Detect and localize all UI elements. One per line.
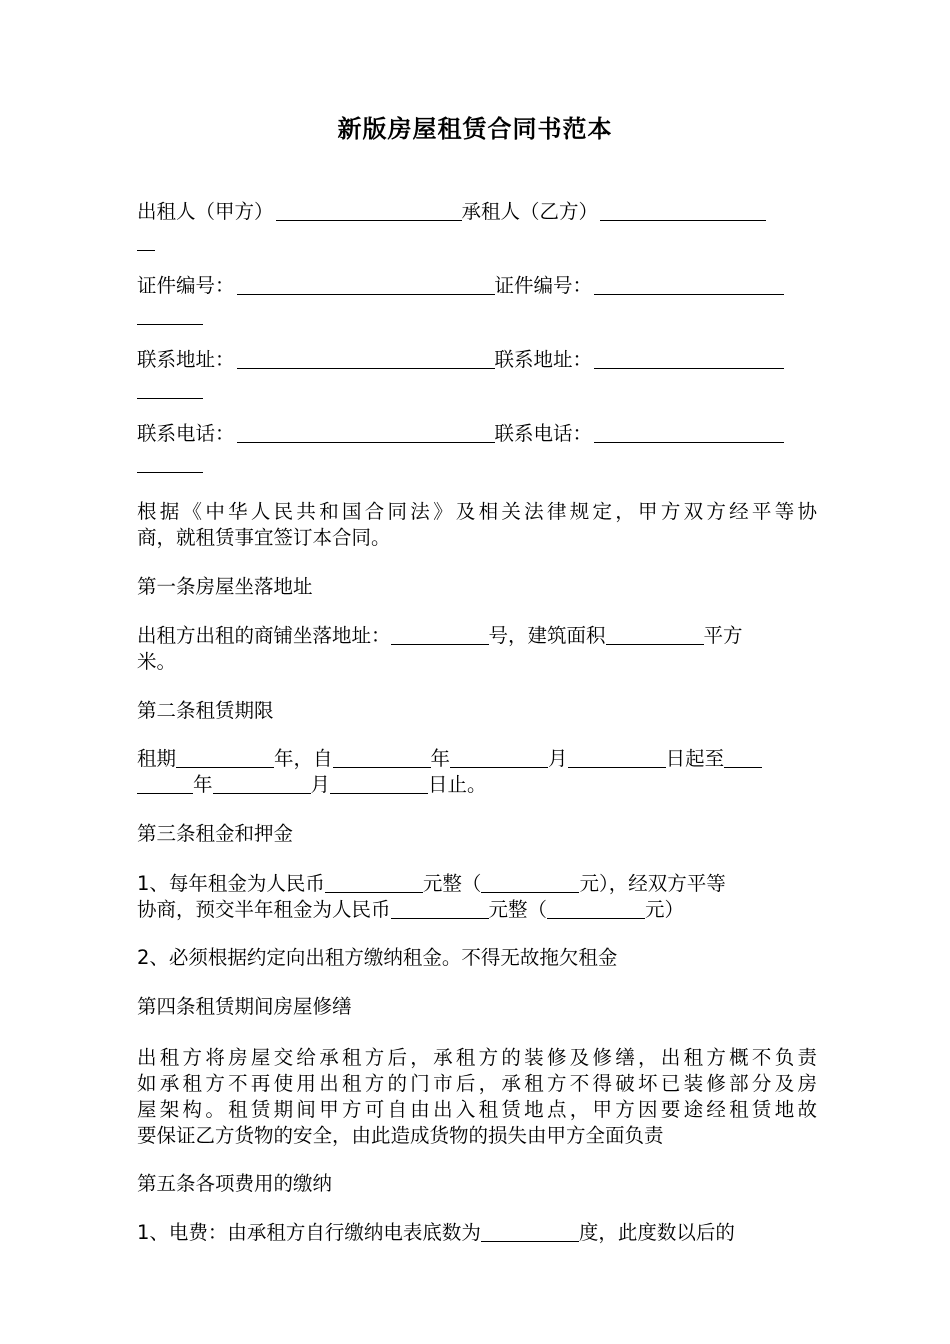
phone-blank-b-cont[interactable]: [137, 471, 203, 473]
article-2-line-1: [137, 746, 817, 772]
address-blank-b[interactable]: [594, 367, 784, 369]
end-year-blank[interactable]: [724, 766, 762, 768]
annual-rent-text: 1、每年租金为人民币: [137, 872, 325, 895]
party-line-1: [137, 199, 817, 225]
end-year-text: 年: [193, 773, 213, 796]
address-label-b: 联系地址：: [494, 348, 593, 371]
address-blank-a[interactable]: [237, 367, 495, 369]
article-2-heading: 第二条租赁期限: [137, 699, 274, 722]
prepay-text: 协商，预交半年租金为人民币: [137, 898, 391, 921]
annual-rent-figure-blank[interactable]: [481, 891, 579, 893]
lessor-blank[interactable]: [276, 219, 462, 221]
phone-label-a: 联系电话：: [137, 422, 235, 445]
electricity-text: 1、电费：由承租方自行缴纳电表底数为: [137, 1221, 481, 1244]
article-4-line-1: 出租方将房屋交给承租方后，承租方的装修及修缮，出租方概不负责: [137, 1046, 817, 1069]
address-text: 出租方出租的商铺坐落地址：: [137, 624, 391, 647]
term-text: 租期: [137, 747, 177, 770]
article-1-line-2: 米。: [137, 650, 177, 673]
lessee-blank[interactable]: [600, 219, 766, 221]
start-year-blank[interactable]: [333, 766, 431, 768]
address-label-a: 联系地址：: [137, 348, 235, 371]
article-1-heading: 第一条房屋坐落地址: [137, 575, 313, 598]
end-month-blank[interactable]: [213, 792, 311, 794]
year-text: 年: [430, 747, 451, 770]
id-line: [137, 273, 817, 299]
meter-reading-blank[interactable]: [481, 1240, 579, 1242]
shop-number-blank[interactable]: [391, 643, 489, 645]
address-blank-b-cont[interactable]: [137, 397, 203, 399]
article-3-p1-line-2: [137, 897, 817, 923]
area-text: 号，建筑面积: [488, 624, 606, 647]
area-unit-text: 平方: [703, 624, 743, 647]
area-blank[interactable]: [606, 643, 704, 645]
party-line-1-wrap: [137, 229, 817, 255]
id-blank-b[interactable]: [594, 293, 784, 295]
end-month-text: 月: [310, 773, 331, 796]
from-text: 年，自: [274, 747, 333, 770]
address-line: [137, 347, 817, 373]
phone-line: [137, 421, 817, 447]
article-4-line-4: 要保证乙方货物的安全，由此造成货物的损失由甲方全面负责: [137, 1124, 664, 1147]
phone-blank-a[interactable]: [237, 441, 495, 443]
prepay-yuan-text: 元整（: [488, 898, 548, 921]
article-4-line-2: 如承租方不再使用出租方的门市后，承租方不得破坏已装修部分及房: [137, 1072, 817, 1095]
document-title: 新版房屋租赁合同书范本: [337, 115, 613, 143]
prepay-blank[interactable]: [391, 917, 489, 919]
article-4-line-3: 屋架构。租赁期间甲方可自由出入租赁地点，甲方因要途经租赁地故: [137, 1098, 817, 1121]
prepay-yuan-close-text: 元）: [645, 898, 685, 921]
address-line-wrap: [137, 377, 817, 403]
phone-label-b: 联系电话：: [494, 422, 593, 445]
id-blank-a[interactable]: [237, 293, 495, 295]
id-label-a: 证件编号：: [137, 274, 235, 297]
lessor-label: 出租人（甲方）: [137, 200, 274, 223]
degree-text: 度，此度数以后的: [578, 1221, 735, 1244]
until-text: 日起至: [665, 747, 725, 770]
article-3-p2: 2、必须根据约定向出租方缴纳租金。不得无故拖欠租金: [137, 946, 618, 969]
annual-rent-blank[interactable]: [325, 891, 423, 893]
article-3-heading: 第三条租金和押金: [137, 822, 294, 845]
start-month-blank[interactable]: [450, 766, 548, 768]
intro-line-2: 商，就租赁事宜签订本合同。: [137, 526, 391, 549]
lessee-blank-cont[interactable]: [137, 249, 155, 251]
month-text: 月: [548, 747, 568, 770]
start-day-blank[interactable]: [568, 766, 666, 768]
term-years-blank[interactable]: [176, 766, 274, 768]
end-day-text: 日止。: [428, 773, 487, 796]
id-blank-b-cont[interactable]: [137, 323, 203, 325]
article-4-heading: 第四条租赁期间房屋修缮: [137, 995, 352, 1018]
id-line-wrap: [137, 303, 817, 329]
yuan-text: 元整（: [422, 872, 482, 895]
lessee-label: 承租人（乙方）: [461, 200, 599, 223]
article-5-heading: 第五条各项费用的缴纳: [137, 1172, 333, 1195]
end-year-blank-cont[interactable]: [137, 792, 193, 794]
phone-line-wrap: [137, 451, 817, 477]
id-label-b: 证件编号：: [494, 274, 593, 297]
article-2-line-2: [137, 772, 817, 798]
article-3-p1-line-1: [137, 871, 817, 897]
end-day-blank[interactable]: [330, 792, 428, 794]
article-5-line-1: [137, 1220, 817, 1246]
phone-blank-b[interactable]: [594, 441, 784, 443]
yuan-close-text: 元），经双方平等: [579, 872, 726, 895]
article-1-line-1: [137, 623, 817, 649]
prepay-figure-blank[interactable]: [547, 917, 645, 919]
intro-line-1: 根据《中华人民共和国合同法》及相关法律规定，甲方双方经平等协: [137, 500, 817, 523]
